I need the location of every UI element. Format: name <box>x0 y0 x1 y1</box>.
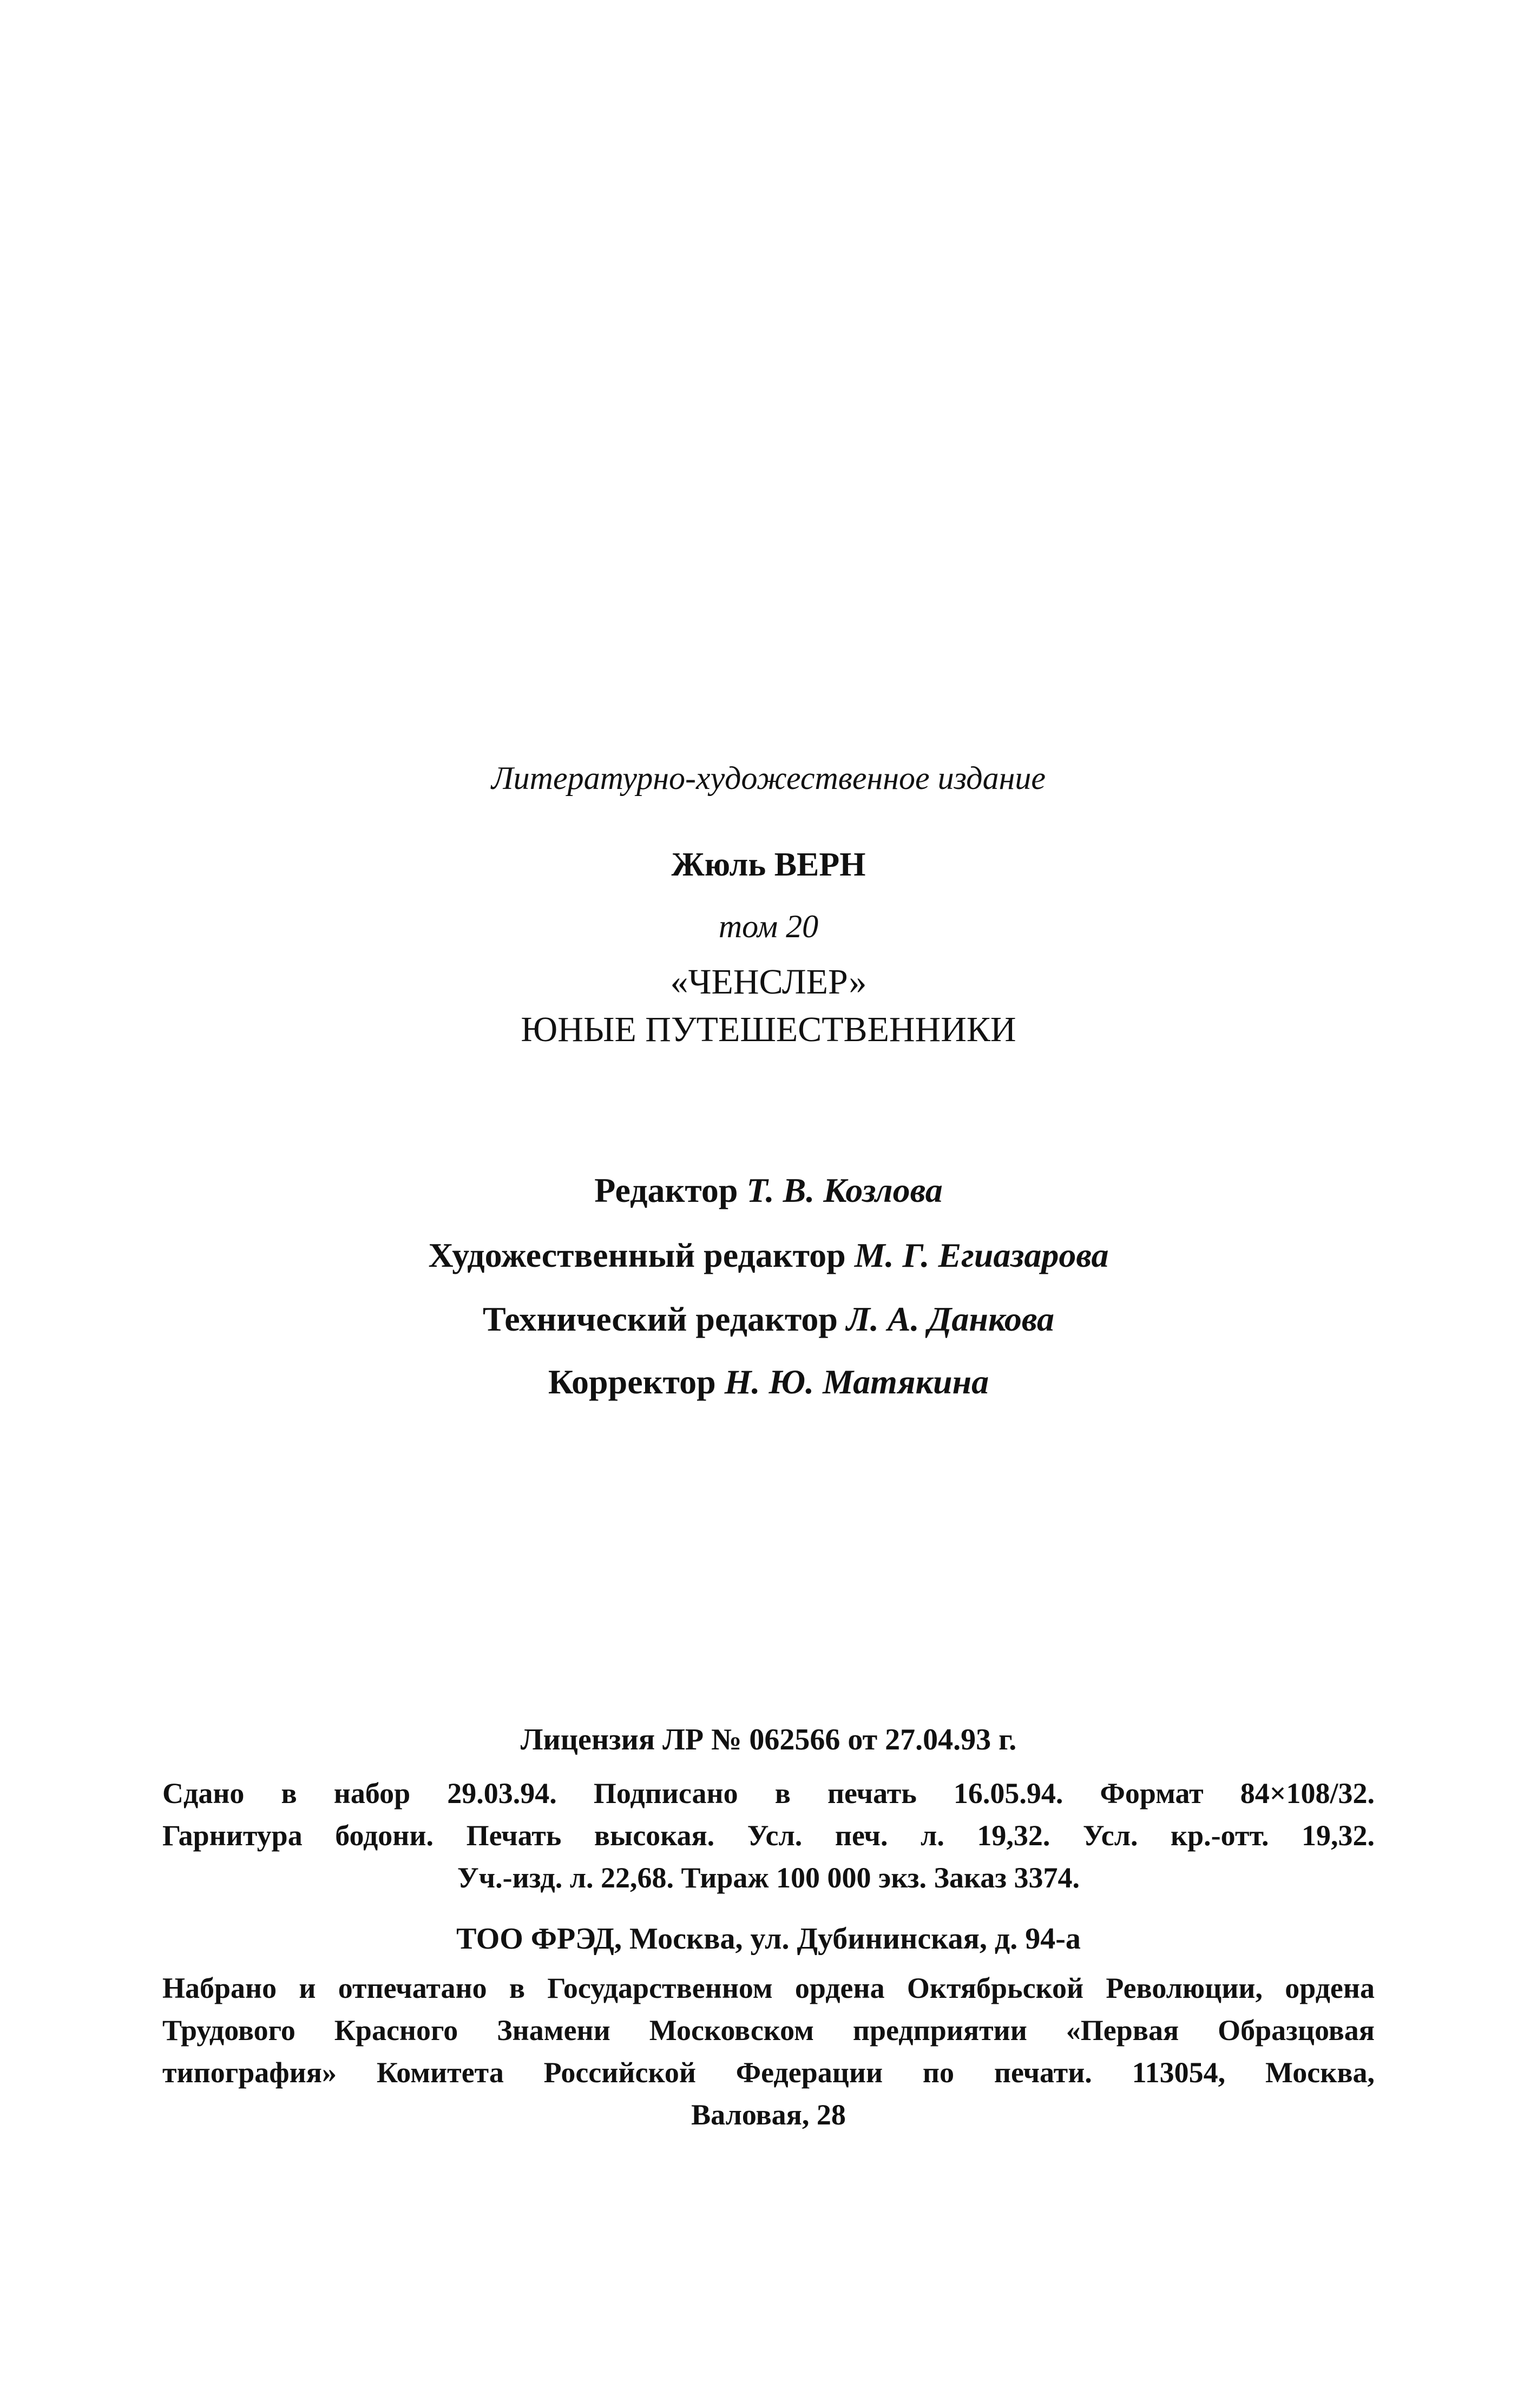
typography-line: типография» Комитета Российской Федерации по печати. 113054, Москва, <box>162 2056 1375 2089</box>
credit-technical-editor <box>0 1302 1537 1337</box>
credit-editor <box>0 1173 1537 1208</box>
typography-line: Трудового Красного Знамени Московском предприятии «Первая Образцовая <box>162 2014 1375 2047</box>
printing-details <box>162 1772 1375 1899</box>
publisher-address: ТОО ФРЭД, Москва, ул. Дубининская, д. 94-а <box>456 1922 1081 1956</box>
credit-person: М. Г. Егиазарова <box>854 1236 1109 1274</box>
credit-art-editor <box>0 1238 1537 1273</box>
credit-proofreader <box>0 1365 1537 1399</box>
typography-details <box>162 1967 1375 2136</box>
book-subtitle: ЮНЫЕ ПУТЕШЕСТВЕННИКИ <box>521 1010 1016 1049</box>
book-title: «ЧЕНСЛЕР» <box>670 962 867 1002</box>
volume-number: том 20 <box>718 909 819 944</box>
typography-line: Валовая, 28 <box>691 2098 846 2131</box>
printing-line: Сдано в набор 29.03.94. Подписано в печать 16.05.94. Формат 84×108/32. <box>162 1777 1375 1810</box>
edition-type: Литературно-художественное издание <box>491 760 1046 796</box>
printing-line: Гарнитура бодони. Печать высокая. Усл. печ. л. 19,32. Усл. кр.-отт. 19,32. <box>162 1819 1375 1852</box>
credit-person: Т. В. Козлова <box>746 1171 943 1209</box>
printing-line: Уч.-изд. л. 22,68. Тираж 100 000 экз. Заказ 3374. <box>457 1861 1080 1894</box>
author-name: Жюль ВЕРН <box>671 846 866 883</box>
credit-role: Корректор <box>548 1363 716 1401</box>
credit-role: Технический редактор <box>482 1300 838 1338</box>
credit-person: Н. Ю. Матякина <box>724 1363 989 1401</box>
credit-role: Художественный редактор <box>428 1236 846 1274</box>
typography-line: Набрано и отпечатано в Государственном ордена Октябрьской Революции, ордена <box>162 1972 1375 2004</box>
credit-person: Л. А. Данкова <box>846 1300 1055 1338</box>
license-line: Лицензия ЛР № 062566 от 27.04.93 г. <box>520 1723 1017 1756</box>
credit-role: Редактор <box>594 1171 738 1209</box>
